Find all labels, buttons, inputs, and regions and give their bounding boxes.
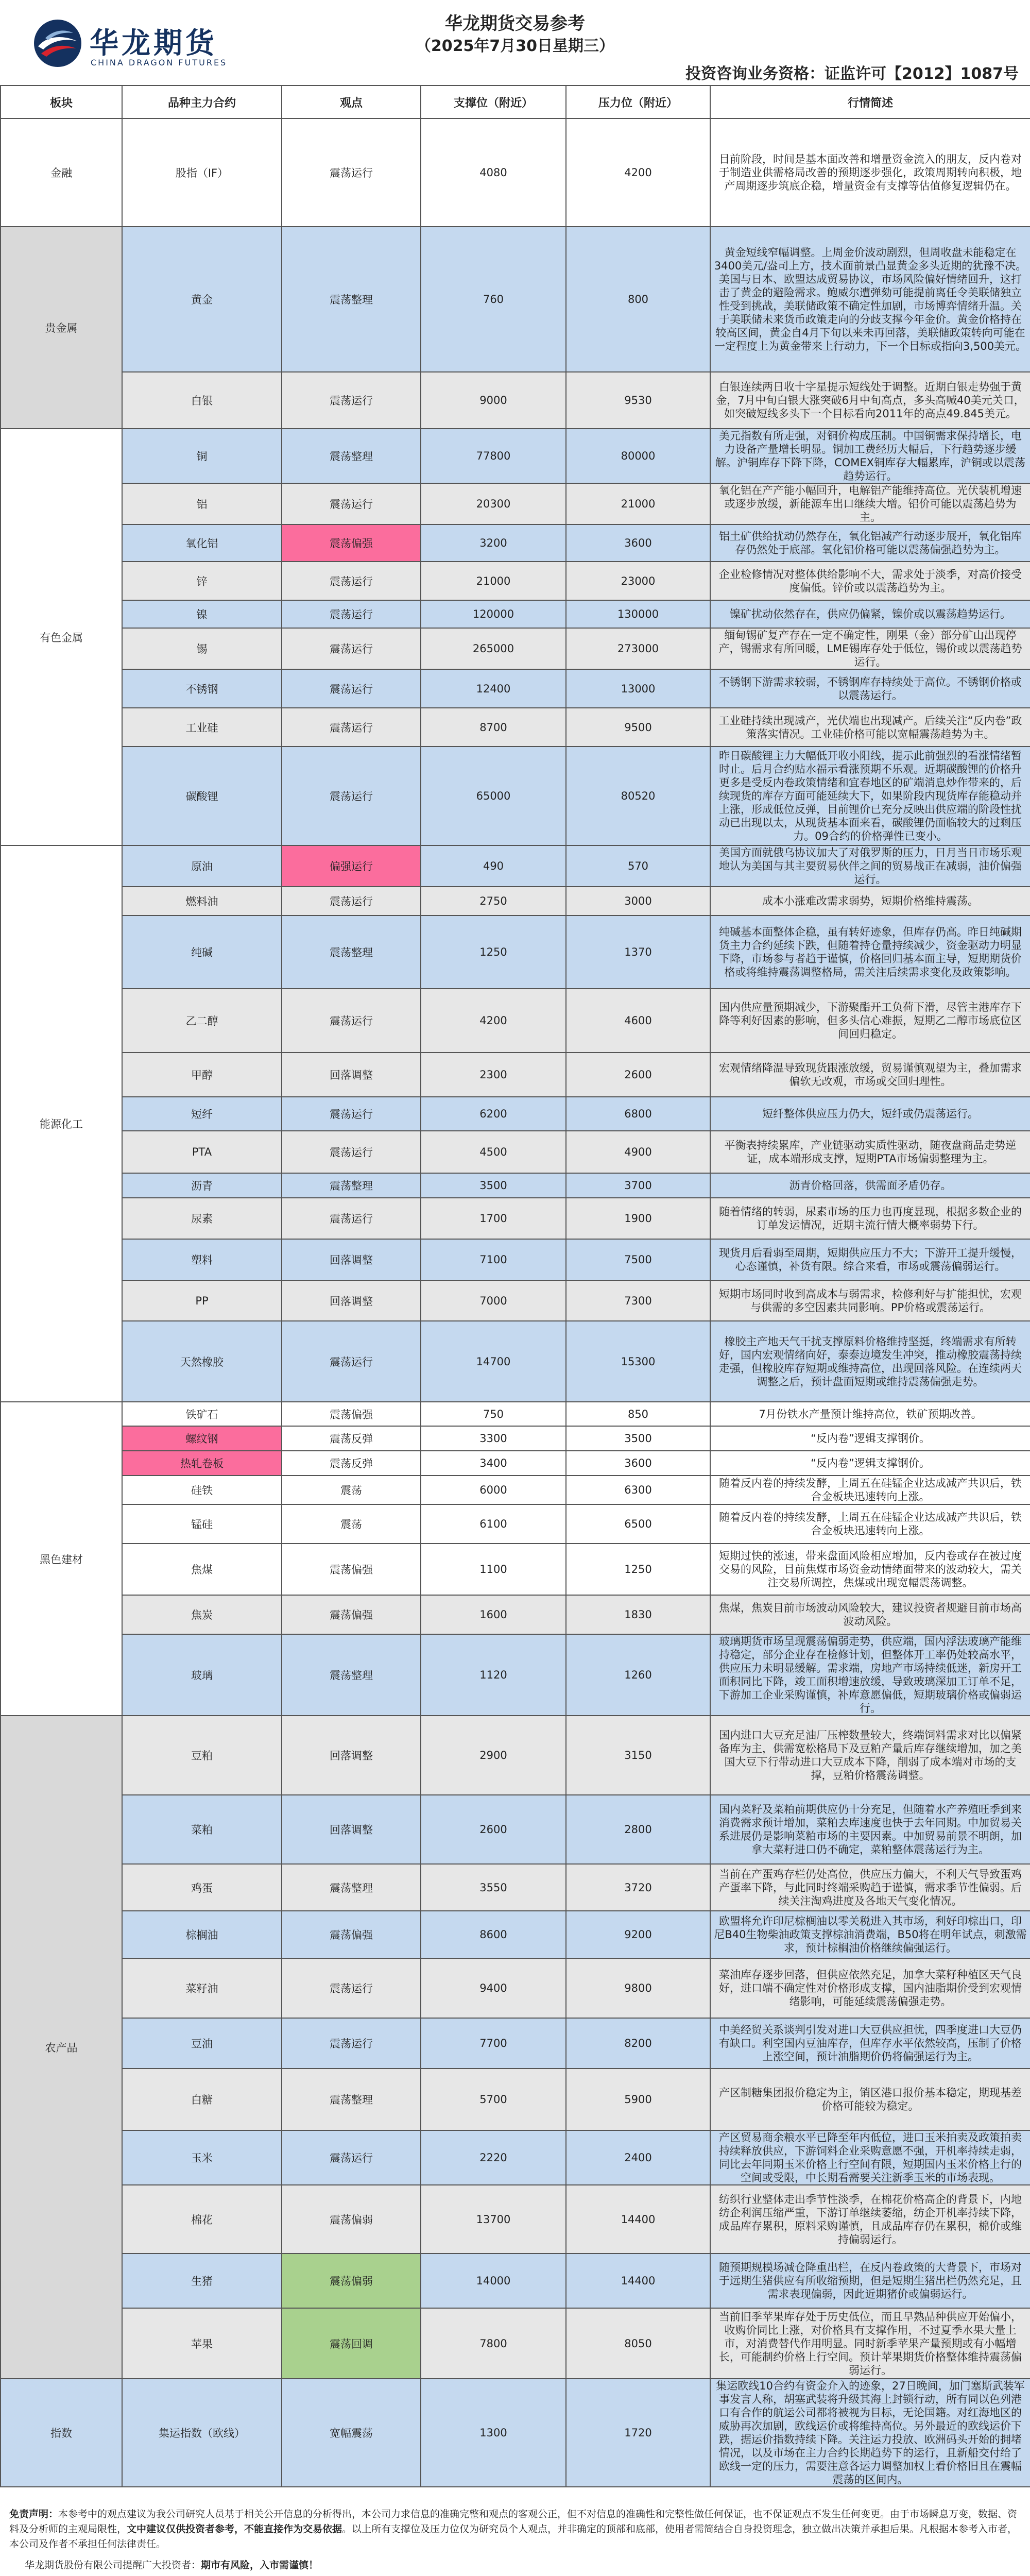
view-cell: 回落调整 xyxy=(282,1239,421,1280)
disclaimer-text: 本参考中的观点建议为我公司研究人员基于相关公开信息的分析得出，本公司力求信息的准确完整和观点的客观公正，但不对信息的准确性和完整性做任何保证，也不保证观点不发生任何变更。由于市场瞬息万变，数据、资料及分析师的主观局限性， xyxy=(9,2509,1018,2535)
resistance-cell: 8050 xyxy=(566,2308,710,2379)
sector-cell: 农产品 xyxy=(1,1716,122,2379)
sector-cell: 金融 xyxy=(1,118,122,227)
view-cell: 震荡回调 xyxy=(282,2308,421,2379)
resistance-cell: 1250 xyxy=(566,1544,710,1595)
description-cell: 随预期规模场减仓降重出栏，在反内卷政策的大背景下，市场对于远期生猪供应有所收缩预期，但是短期生猪出栏仍然充足，且需求表现偏弱，因此近期猪价或偏弱运行。 xyxy=(710,2253,1030,2308)
description-cell: 菜油库存逐步回落，但供应依然充足，加拿大菜籽种植区天气良好，进口端不确定性对价格形成支撑，国内油脂期价受到宏观情绪影响，可能延续震荡偏强走势。 xyxy=(710,1958,1030,2018)
resistance-cell: 3150 xyxy=(566,1716,710,1795)
description-cell: 短纤整体供应压力仍大，短纤或仍震荡运行。 xyxy=(710,1097,1030,1131)
product-cell: 碳酸锂 xyxy=(122,747,282,845)
view-cell: 震荡 xyxy=(282,1504,421,1544)
view-cell: 震荡运行 xyxy=(282,562,421,600)
view-cell: 震荡整理 xyxy=(282,429,421,483)
description-cell: 平衡表持续累库，产业链驱动实质性驱动，随夜盘商品走势逆证，成本端形成支撑，短期PTA市场偏弱整理为主。 xyxy=(710,1131,1030,1173)
support-cell: 65000 xyxy=(421,747,566,845)
table-row xyxy=(1,2018,1030,2069)
resistance-cell: 1900 xyxy=(566,1198,710,1239)
support-cell: 4200 xyxy=(421,989,566,1053)
description-cell: 昨日碳酸锂主力大幅低开收小阳线，提示此前强烈的看涨情绪暂时止。后月合约贴水福示看涨预期不乐观。近期碳酸锂的价格升更多是受反内卷政策情绪和宜春地区的矿端消息炒作带来的，后续现货的库存方面可能延续大下，如果阶段内现货库存能稳动并上涨，形成低位反弹，目前锂价已充分反映出供应端的阶段性扰动已出现以太，从现货基本面来看，碳酸锂仍面临较大的过剩压力。09合约的价格弹性已变小。 xyxy=(710,747,1030,845)
product-cell: 甲醇 xyxy=(122,1053,282,1097)
description-cell: 随着反内卷的持续发酵，上周五在硅锰企业达成减产共识后，铁合金板块迅速转向上涨。 xyxy=(710,1504,1030,1544)
resistance-cell: 9500 xyxy=(566,708,710,747)
product-cell: 螺纹钢 xyxy=(122,1426,282,1451)
table-row xyxy=(1,2069,1030,2130)
support-cell: 490 xyxy=(421,845,566,887)
resistance-cell: 80520 xyxy=(566,747,710,845)
resistance-cell: 8200 xyxy=(566,2018,710,2069)
support-cell: 7000 xyxy=(421,1280,566,1321)
table-row xyxy=(1,747,1030,845)
description-cell: 纯碱基本面整体企稳，虽有转好迹象，但库存仍高。昨日纯碱期货主力合约延续下跌，但随着持仓量持续减少，资金驱动力明显下降，市场参与者趋于谨慎，价格回归基本面主导，短期期货价格或将维持震荡调整格局，需关注后续需求变化及政策影响。 xyxy=(710,916,1030,989)
support-cell: 6200 xyxy=(421,1097,566,1131)
resistance-cell: 1260 xyxy=(566,1634,710,1716)
view-cell: 震荡运行 xyxy=(282,989,421,1053)
support-cell: 13700 xyxy=(421,2185,566,2253)
product-cell: PP xyxy=(122,1280,282,1321)
resistance-cell: 800 xyxy=(566,227,710,372)
resistance-cell: 4600 xyxy=(566,989,710,1053)
support-cell: 5700 xyxy=(421,2069,566,2130)
description-cell: 玻璃期货市场呈现震荡偏弱走势，供应端，国内浮法玻璃产能维持稳定，部分企业存在检修计划，但整体开工率仍处较高水平，供应压力未明显缓解。需求端，房地产市场持续低迷，新房开工面积同比下降，竣工面积增速放缓，导致玻璃深加工订单不足，下游加工企业采购谨慎，补库意愿偏低，短期玻璃价格或偏弱运行。 xyxy=(710,1634,1030,1716)
support-cell: 4080 xyxy=(421,118,566,227)
support-cell: 3550 xyxy=(421,1864,566,1911)
view-cell: 震荡整理 xyxy=(282,227,421,372)
reference-table xyxy=(0,85,1030,2487)
table-row xyxy=(1,1131,1030,1173)
support-cell: 9400 xyxy=(421,1958,566,2018)
table-row xyxy=(1,483,1030,524)
description-cell: 中美经贸关系谈判引发对进口大豆供应担忧，四季度进口大豆仍有缺口。利空国内豆油库存，但库存水平依然较高，压制了价格上涨空间，预计油脂期价仍将偏强运行为主。 xyxy=(710,2018,1030,2069)
product-cell: 热轧卷板 xyxy=(122,1451,282,1476)
view-cell: 震荡运行 xyxy=(282,2130,421,2185)
disclaimer xyxy=(9,2507,1021,2552)
product-cell: 氧化铝 xyxy=(122,524,282,562)
view-cell: 震荡偏强 xyxy=(282,1544,421,1595)
resistance-cell: 14400 xyxy=(566,2185,710,2253)
report-footer xyxy=(0,2504,1030,2576)
resistance-cell: 21000 xyxy=(566,483,710,524)
description-cell: 镍矿扰动依然存在，供应仍偏紧，镍价或以震荡趋势运行。 xyxy=(710,600,1030,628)
table-row xyxy=(1,1097,1030,1131)
resistance-cell: 6500 xyxy=(566,1504,710,1544)
view-cell: 震荡偏弱 xyxy=(282,2253,421,2308)
col-header-resistance: 压力位（附近） xyxy=(566,86,710,118)
support-cell: 7700 xyxy=(421,2018,566,2069)
table-row xyxy=(1,1504,1030,1544)
table-row xyxy=(1,1958,1030,2018)
view-cell: 震荡偏强 xyxy=(282,524,421,562)
product-cell: 燃料油 xyxy=(122,887,282,916)
support-cell: 3500 xyxy=(421,1173,566,1198)
col-header-sector: 板块 xyxy=(1,86,122,118)
table-row xyxy=(1,1911,1030,1958)
resistance-cell: 1370 xyxy=(566,916,710,989)
view-cell: 震荡反弹 xyxy=(282,1451,421,1476)
view-cell: 震荡运行 xyxy=(282,1198,421,1239)
product-cell: 黄金 xyxy=(122,227,282,372)
description-cell: 宏观情绪降温导致现货跟涨放缓，贸易谨慎观望为主，叠加需求偏软无改观，市场或交回归理性。 xyxy=(710,1053,1030,1097)
description-cell: 短期过快的涨速，带来盘面风险相应增加，反内卷或存在被过度交易的风险，目前焦煤市场资金动情绪面带来的波动较大，需关注交易所调控，焦煤或出现宽幅震荡调整。 xyxy=(710,1544,1030,1595)
product-cell: 股指（IF） xyxy=(122,118,282,227)
support-cell: 14000 xyxy=(421,2253,566,2308)
sector-cell: 指数 xyxy=(1,2379,122,2487)
description-cell: 沥青价格回落，供需面矛盾仍存。 xyxy=(710,1173,1030,1198)
sector-cell: 有色金属 xyxy=(1,429,122,845)
col-header-support: 支撑位（附近） xyxy=(421,86,566,118)
description-cell: 短期市场同时收到高成本与弱需求，检修利好与扩能担忧，宏观与供需的多空因素共同影响。PP价格或震荡运行。 xyxy=(710,1280,1030,1321)
support-cell: 2220 xyxy=(421,2130,566,2185)
view-cell: 震荡运行 xyxy=(282,372,421,429)
table-row xyxy=(1,916,1030,989)
support-cell: 120000 xyxy=(421,600,566,628)
product-cell: 玻璃 xyxy=(122,1634,282,1716)
support-cell: 14700 xyxy=(421,1321,566,1402)
resistance-cell: 1830 xyxy=(566,1595,710,1634)
product-cell: 原油 xyxy=(122,845,282,887)
product-cell: 乙二醇 xyxy=(122,989,282,1053)
report-header xyxy=(0,0,1030,85)
risk-reminder xyxy=(25,2557,318,2571)
logo-chinese-name: 华龙期货 xyxy=(90,27,217,60)
view-cell: 震荡运行 xyxy=(282,887,421,916)
view-cell: 震荡偏弱 xyxy=(282,2185,421,2253)
view-cell: 震荡运行 xyxy=(282,483,421,524)
support-cell: 1300 xyxy=(421,2379,566,2487)
resistance-cell: 273000 xyxy=(566,628,710,669)
sector-cell: 能源化工 xyxy=(1,845,122,1402)
table-row xyxy=(1,118,1030,227)
product-cell: 苹果 xyxy=(122,2308,282,2379)
resistance-cell: 7300 xyxy=(566,1280,710,1321)
description-cell: 产区贸易商余粮水平已降至年内低位，进口玉米拍卖及政策拍卖持续释放供应，下游饲料企业采购意愿不强，开机率持续走弱，同比去年同期玉米价格上行空间有限，短期国内玉米价格上行的空间或受限，中长期看需要关注新季玉米的市场表现。 xyxy=(710,2130,1030,2185)
resistance-cell: 2600 xyxy=(566,1053,710,1097)
support-cell: 3400 xyxy=(421,1451,566,1476)
table-row xyxy=(1,1173,1030,1198)
table-row xyxy=(1,1239,1030,1280)
description-cell: 集运欧线10合约有资金介入的迹象，27日晚间，加门塞斯武装军事发言人称，胡塞武装将升级其海上封锁行动，所有同以色列港口有合作的航运公司都将被视为目标，无论国籍。对红海地区的威胁再次加剧，欧线运价或将维持高位。另外最近的欧线运价下跌，据运价指数持续下降。关注运力投放、欧洲码头开始的拥堵情况，以及市场在主力合约长期趋势下的运行，且新船交付给了欧线一定的压力，需要注意各运力调整加权上看价格旧且在震幅震荡的区间内。 xyxy=(710,2379,1030,2487)
table-row xyxy=(1,1426,1030,1451)
table-row xyxy=(1,2130,1030,2185)
view-cell: 震荡运行 xyxy=(282,1097,421,1131)
product-cell: 工业硅 xyxy=(122,708,282,747)
support-cell: 1120 xyxy=(421,1634,566,1716)
resistance-cell: 6800 xyxy=(566,1097,710,1131)
view-cell: 震荡运行 xyxy=(282,1958,421,2018)
support-cell: 1100 xyxy=(421,1544,566,1595)
product-cell: 白糖 xyxy=(122,2069,282,2130)
support-cell: 2900 xyxy=(421,1716,566,1795)
resistance-cell: 570 xyxy=(566,845,710,887)
support-cell: 3300 xyxy=(421,1426,566,1451)
support-cell: 6000 xyxy=(421,1476,566,1504)
resistance-cell: 850 xyxy=(566,1402,710,1426)
description-cell: 橡胶主产地天气干扰支撑原料价格维持坚挺，终端需求有所转好，国内宏观情绪向好，泰泰边境发生冲突，推动橡胶震荡持续走强，但橡胶库存短期或维持高位，出现回落风险。在连续两天调整之后，预计盘面短期或维持震荡偏强走势。 xyxy=(710,1321,1030,1402)
view-cell: 震荡反弹 xyxy=(282,1426,421,1451)
support-cell: 1250 xyxy=(421,916,566,989)
resistance-cell: 13000 xyxy=(566,669,710,708)
view-cell: 偏强运行 xyxy=(282,845,421,887)
product-cell: 铝 xyxy=(122,483,282,524)
logo-english-name: CHINA DRAGON FUTURES xyxy=(91,58,228,67)
table-row xyxy=(1,2253,1030,2308)
table-row xyxy=(1,1321,1030,1402)
table-row xyxy=(1,1402,1030,1426)
view-cell: 震荡整理 xyxy=(282,2069,421,2130)
col-header-description: 行情简述 xyxy=(710,86,1030,118)
description-cell: 氧化铝在产产能小幅回升，电解铝产能维持高位。光伏装机增速或逐步放缓，新能源车出口继续大增。铝价可能以震荡趋势为主。 xyxy=(710,483,1030,524)
description-cell: 美元指数有所走强，对铜价构成压制。中国铜需求保持增长，电力设备产量增长明显。铜加工费经历大幅后，下行趋势逐步缓解。沪铜库存下降下降，COMEX铜库存大幅累库，沪铜或以震荡趋势运行。 xyxy=(710,429,1030,483)
resistance-cell: 3600 xyxy=(566,1451,710,1476)
resistance-cell: 23000 xyxy=(566,562,710,600)
description-cell: 黄金短线窄幅调整。上周金价波动剧烈，但周收盘未能稳定在3400美元/盎司上方，技术面前景凸显黄金多头近期的犹豫不决。美国与日本、欧盟达成贸易协议，市场风险偏好情绪回升，这打击了黄金的避险需求。鲍威尔遭弹劾可能提前离任令美联储独立性受到挑战，美联储政策不确定性加剧，市场博弈情绪升温。关于美联储未来货币政策走向的分歧支撑今年金价。黄金价格持在较高区间，黄金自4月下旬以来未再回落，美联储政策转向可能在一定程度上为黄金带来上行动力，下一个目标或指向3,500美元。 xyxy=(710,227,1030,372)
table-row xyxy=(1,1198,1030,1239)
product-cell: 锡 xyxy=(122,628,282,669)
disclaimer-tail: 。以上所有支撑位及压力位仅为研究员个人观点，并非确定的顶部和底部，使用者需简结合自身投资理念，独立做出决策并承担后果。凡根据本参考入市者，本公司及作者不承担任何法律责任。 xyxy=(9,2523,1018,2550)
view-cell: 震荡偏强 xyxy=(282,1911,421,1958)
resistance-cell: 6300 xyxy=(566,1476,710,1504)
view-cell: 震荡运行 xyxy=(282,118,421,227)
resistance-cell: 1720 xyxy=(566,2379,710,2487)
product-cell: 生猪 xyxy=(122,2253,282,2308)
license-info: 投资咨询业务资格：证监许可【2012】1087号 xyxy=(685,65,1019,83)
view-cell: 回落调整 xyxy=(282,1053,421,1097)
view-cell: 回落调整 xyxy=(282,1280,421,1321)
support-cell: 1700 xyxy=(421,1198,566,1239)
description-cell: 焦煤，焦炭目前市场波动风险较大，建议投资者规避目前市场高波动风险。 xyxy=(710,1595,1030,1634)
view-cell: 震荡整理 xyxy=(282,1864,421,1911)
table-row xyxy=(1,2379,1030,2487)
support-cell: 9000 xyxy=(421,372,566,429)
table-row xyxy=(1,1795,1030,1864)
table-body xyxy=(1,118,1030,2487)
support-cell: 12400 xyxy=(421,669,566,708)
description-cell: 现货月后看弱至周期，短期供应压力不大；下游开工提升缓慢，心态谨慎，补货有限。综合来看，市场或震荡偏弱运行。 xyxy=(710,1239,1030,1280)
view-cell: 震荡偏强 xyxy=(282,1595,421,1634)
description-cell: 成本小涨难改需求弱势，短期价格维持震荡。 xyxy=(710,887,1030,916)
table-row xyxy=(1,372,1030,429)
table-row xyxy=(1,669,1030,708)
product-cell: 铁矿石 xyxy=(122,1402,282,1426)
resistance-cell: 15300 xyxy=(566,1321,710,1402)
table-row xyxy=(1,1634,1030,1716)
resistance-cell: 9800 xyxy=(566,1958,710,2018)
product-cell: 锌 xyxy=(122,562,282,600)
table-row xyxy=(1,1451,1030,1476)
table-row xyxy=(1,1544,1030,1595)
view-cell: 震荡整理 xyxy=(282,1173,421,1198)
description-cell: 欧盟将允许印尼棕榈油以零关税进入其市场，利好印棕出口，印尼B40生物柴油政策支撑棕油消费端，B50将在明年试点，刺激需求，预计棕榈油价格继续偏强运行。 xyxy=(710,1911,1030,1958)
product-cell: 尿素 xyxy=(122,1198,282,1239)
product-cell: 棉花 xyxy=(122,2185,282,2253)
description-cell: 白银连续两日收十字星提示短线处于调整。近期白银走势强于黄金，7月中旬白银大涨突破6月中旬高点，多头高喊40美元关口，如突破短线多头下一个目标看向2011年的高点49.845美元。 xyxy=(710,372,1030,429)
support-cell: 2600 xyxy=(421,1795,566,1864)
disclaimer-bold: 文中建议仅供投资者参考，不能直接作为交易依据 xyxy=(127,2523,342,2535)
product-cell: 豆粕 xyxy=(122,1716,282,1795)
description-cell: 产区制糖集团报价稳定为主，销区港口报价基本稳定，期现基差价格可能较为稳定。 xyxy=(710,2069,1030,2130)
view-cell: 震荡运行 xyxy=(282,747,421,845)
description-cell: 国内供应量预期减少，下游聚酯开工负荷下滑，尽管主港库存下降等利好因素的影响，但多头信心难振，短期乙二醇市场底位区间回归稳定。 xyxy=(710,989,1030,1053)
table-row xyxy=(1,887,1030,916)
support-cell: 6100 xyxy=(421,1504,566,1544)
support-cell: 1600 xyxy=(421,1595,566,1634)
support-cell: 21000 xyxy=(421,562,566,600)
report-title: 华龙期货交易参考 xyxy=(445,13,585,34)
product-cell: 集运指数（欧线） xyxy=(122,2379,282,2487)
sector-cell: 贵金属 xyxy=(1,227,122,429)
table-row xyxy=(1,600,1030,628)
resistance-cell: 3000 xyxy=(566,887,710,916)
support-cell: 750 xyxy=(421,1402,566,1426)
support-cell: 2750 xyxy=(421,887,566,916)
product-cell: 铜 xyxy=(122,429,282,483)
product-cell: 天然橡胶 xyxy=(122,1321,282,1402)
table-row xyxy=(1,628,1030,669)
resistance-cell: 3720 xyxy=(566,1864,710,1911)
table-row xyxy=(1,1280,1030,1321)
table-row xyxy=(1,989,1030,1053)
view-cell: 震荡运行 xyxy=(282,2018,421,2069)
view-cell: 震荡运行 xyxy=(282,628,421,669)
table-row xyxy=(1,1595,1030,1634)
support-cell: 4500 xyxy=(421,1131,566,1173)
table-row xyxy=(1,2308,1030,2379)
reminder-bold: 期市有风险，入市需谨慎！ xyxy=(201,2560,319,2571)
product-cell: PTA xyxy=(122,1131,282,1173)
resistance-cell: 9530 xyxy=(566,372,710,429)
table-row xyxy=(1,2185,1030,2253)
product-cell: 硅铁 xyxy=(122,1476,282,1504)
resistance-cell: 14400 xyxy=(566,2253,710,2308)
support-cell: 8700 xyxy=(421,708,566,747)
col-header-product: 品种主力合约 xyxy=(122,86,282,118)
table-row xyxy=(1,227,1030,372)
description-cell: 缅甸锡矿复产存在一定不确定性，刚果（金）部分矿山出现停产，锡需求有所回暖，LME锡库存处于低位，锡价或以震荡趋势运行。 xyxy=(710,628,1030,669)
col-header-view: 观点 xyxy=(282,86,421,118)
product-cell: 焦炭 xyxy=(122,1595,282,1634)
description-cell: 当前旧季苹果库存处于历史低位，而且早熟品种供应开始偏小，收购价同比上涨，对价格具有支撑作用，不过夏季水果大量上市，对消费替代作用明显。同时新季苹果产量预期或有小幅增长，可能制约价格上行空间。预计苹果期货价格整体维持震荡偏弱运行。 xyxy=(710,2308,1030,2379)
support-cell: 8600 xyxy=(421,1911,566,1958)
table-row xyxy=(1,429,1030,483)
resistance-cell: 4200 xyxy=(566,118,710,227)
view-cell: 震荡运行 xyxy=(282,1321,421,1402)
description-cell: 铝土矿供给扰动仍然存在，氧化铝减产行动逐步展开，氧化铝库存仍然处于底部。氧化铝价格可能以震荡偏强趋势为主。 xyxy=(710,524,1030,562)
product-cell: 棕榈油 xyxy=(122,1911,282,1958)
product-cell: 菜粕 xyxy=(122,1795,282,1864)
table-row xyxy=(1,524,1030,562)
support-cell: 2300 xyxy=(421,1053,566,1097)
description-cell: 当前在产蛋鸡存栏仍处高位，供应压力偏大，不利天气导致蛋鸡产蛋率下降，与此同时终端采购趋于谨慎，需求季节性偏弱。后续关注淘鸡进度及各地天气变化情况。 xyxy=(710,1864,1030,1911)
resistance-cell: 130000 xyxy=(566,600,710,628)
product-cell: 玉米 xyxy=(122,2130,282,2185)
description-cell: 美国方面就俄乌协议加大了对俄罗斯的压力，日月当日市场乐观地认为美国与其主要贸易伙伴之间的贸易战正在减弱，油价偏强运行。 xyxy=(710,845,1030,887)
view-cell: 震荡 xyxy=(282,1476,421,1504)
description-cell: 随着情绪的转弱，尿素市场的压力也再度显现，根据多数企业的订单发运情况，近期主流行情大概率弱势下行。 xyxy=(710,1198,1030,1239)
resistance-cell: 4900 xyxy=(566,1131,710,1173)
product-cell: 菜籽油 xyxy=(122,1958,282,2018)
table-row xyxy=(1,1476,1030,1504)
resistance-cell: 3500 xyxy=(566,1426,710,1451)
resistance-cell: 7500 xyxy=(566,1239,710,1280)
product-cell: 沥青 xyxy=(122,1173,282,1198)
product-cell: 鸡蛋 xyxy=(122,1864,282,1911)
view-cell: 回落调整 xyxy=(282,1795,421,1864)
description-cell: 7月份铁水产量预计维持高位，铁矿预期改善。 xyxy=(710,1402,1030,1426)
product-cell: 纯碱 xyxy=(122,916,282,989)
product-cell: 豆油 xyxy=(122,2018,282,2069)
resistance-cell: 2400 xyxy=(566,2130,710,2185)
table-row xyxy=(1,708,1030,747)
table-row xyxy=(1,562,1030,600)
product-cell: 镍 xyxy=(122,600,282,628)
description-cell: 企业检修情况对整体供给影响不大，需求处于淡季，对高价接受度偏低。锌价或以震荡趋势为主。 xyxy=(710,562,1030,600)
support-cell: 77800 xyxy=(421,429,566,483)
view-cell: 震荡运行 xyxy=(282,708,421,747)
description-cell: 工业硅持续出现减产，光伏端也出现减产。后续关注“反内卷”政策落实情况。工业硅价格可能以宽幅震荡趋势为主。 xyxy=(710,708,1030,747)
support-cell: 3200 xyxy=(421,524,566,562)
description-cell: 不锈钢下游需求较弱，不锈钢库存持续处于高位。不锈钢价格或以震荡运行。 xyxy=(710,669,1030,708)
table-row xyxy=(1,1864,1030,1911)
report-date: （2025年7月30日星期三） xyxy=(415,37,615,55)
resistance-cell: 80000 xyxy=(566,429,710,483)
table-row xyxy=(1,845,1030,887)
resistance-cell: 2800 xyxy=(566,1795,710,1864)
support-cell: 760 xyxy=(421,227,566,372)
view-cell: 震荡整理 xyxy=(282,916,421,989)
description-cell: “反内卷”逻辑支撑钢价。 xyxy=(710,1426,1030,1451)
resistance-cell: 9200 xyxy=(566,1911,710,1958)
dragon-logo-icon xyxy=(32,18,83,69)
view-cell: 宽幅震荡 xyxy=(282,2379,421,2487)
resistance-cell: 5900 xyxy=(566,2069,710,2130)
resistance-cell: 3600 xyxy=(566,524,710,562)
table-header-row xyxy=(1,86,1030,118)
description-cell: 目前阶段，时间是基本面改善和增量资金流入的朋友，反内卷对于制造业供需格局改善的预期逐步强化，政策周期转向积极，地产周期逐步筑底企稳，增量资金有支撑等估值修复逻辑仍在。 xyxy=(710,118,1030,227)
product-cell: 不锈钢 xyxy=(122,669,282,708)
view-cell: 震荡整理 xyxy=(282,1634,421,1716)
description-cell: 国内进口大豆充足油厂压榨数量较大，终端饲料需求对比以偏紧备库为主，供需宽松格局下及豆粕产量后库存继续增加，加之美国大豆下行带动进口大豆成本下降，削弱了成本端对市场的支撑，豆粕价格震荡调整。 xyxy=(710,1716,1030,1795)
description-cell: “反内卷”逻辑支撑钢价。 xyxy=(710,1451,1030,1476)
description-cell: 纺织行业整体走出季节性淡季，在棉花价格高企的背景下，内地纺企利润压缩严重，下游订单继续萎缩，纺企开机率持续下降，成品库存累积，原料采购谨慎，且成品库存仍在累积，棉价或维持偏弱运行。 xyxy=(710,2185,1030,2253)
company-logo xyxy=(32,14,248,71)
view-cell: 回落调整 xyxy=(282,1716,421,1795)
product-cell: 焦煤 xyxy=(122,1544,282,1595)
support-cell: 7100 xyxy=(421,1239,566,1280)
product-cell: 塑料 xyxy=(122,1239,282,1280)
disclaimer-label: 免责声明： xyxy=(9,2509,59,2520)
view-cell: 震荡运行 xyxy=(282,600,421,628)
product-cell: 短纤 xyxy=(122,1097,282,1131)
resistance-cell: 3700 xyxy=(566,1173,710,1198)
support-cell: 7800 xyxy=(421,2308,566,2379)
product-cell: 白银 xyxy=(122,372,282,429)
support-cell: 265000 xyxy=(421,628,566,669)
description-cell: 随着反内卷的持续发酵，上周五在硅锰企业达成减产共识后，铁合金板块迅速转向上涨。 xyxy=(710,1476,1030,1504)
sector-cell: 黑色建材 xyxy=(1,1402,122,1716)
view-cell: 震荡运行 xyxy=(282,1131,421,1173)
table-row xyxy=(1,1716,1030,1795)
view-cell: 震荡偏强 xyxy=(282,1402,421,1426)
view-cell: 震荡运行 xyxy=(282,669,421,708)
support-cell: 20300 xyxy=(421,483,566,524)
product-cell: 锰硅 xyxy=(122,1504,282,1544)
reminder-prefix: 华龙期货股份有限公司提醒广大投资者： xyxy=(25,2560,201,2571)
table-row xyxy=(1,1053,1030,1097)
description-cell: 国内菜籽及菜粕前期供应仍十分充足，但随着水产养殖旺季到来消费需求预计增加，菜粕去库速度也快于去年同期。中加贸易关系进展仍是影响菜粕市场的主要因素。中加贸易前景不明朗，加拿大菜籽进口仍不确定，菜粕整体震荡运行为主。 xyxy=(710,1795,1030,1864)
